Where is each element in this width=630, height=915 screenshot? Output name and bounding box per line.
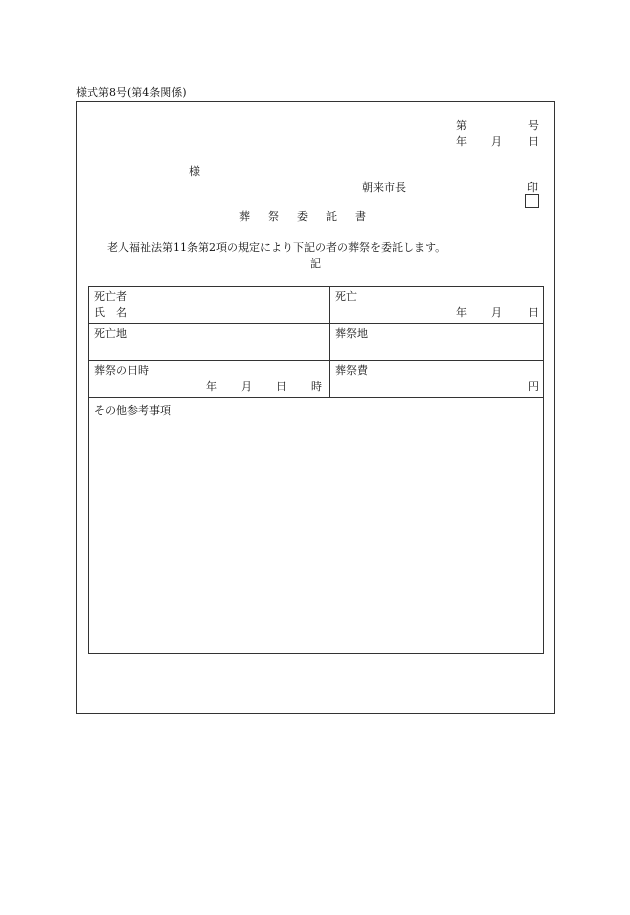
funeral-datetime-label: 葬祭の日時 bbox=[94, 364, 149, 377]
table-column-divider bbox=[329, 287, 330, 397]
remarks-label: その他参考事項 bbox=[94, 404, 171, 417]
document-number-prefix: 第 bbox=[456, 119, 467, 132]
death-label: 死亡 bbox=[335, 290, 357, 303]
funeral-place-label: 葬祭地 bbox=[335, 327, 368, 340]
table-divider bbox=[89, 323, 543, 324]
deceased-label: 死亡者 bbox=[94, 290, 127, 303]
funeral-month-label: 月 bbox=[241, 380, 252, 393]
death-day-label: 日 bbox=[528, 306, 539, 319]
funeral-day-label: 日 bbox=[276, 380, 287, 393]
table-divider bbox=[89, 360, 543, 361]
title-char: 書 bbox=[355, 210, 366, 223]
death-year-label: 年 bbox=[456, 306, 467, 319]
addressee-honorific: 様 bbox=[189, 165, 200, 178]
title-char: 祭 bbox=[268, 210, 279, 223]
document-number-suffix: 号 bbox=[528, 119, 539, 132]
table-divider bbox=[89, 397, 543, 398]
yen-label: 円 bbox=[528, 380, 539, 393]
funeral-hour-label: 時 bbox=[311, 380, 322, 393]
seal-box bbox=[525, 194, 539, 208]
death-place-label: 死亡地 bbox=[94, 327, 127, 340]
date-year-label: 年 bbox=[456, 135, 467, 148]
title-char: 託 bbox=[326, 210, 337, 223]
date-month-label: 月 bbox=[491, 135, 502, 148]
title-char: 委 bbox=[297, 210, 308, 223]
issuer-name: 朝来市長 bbox=[362, 181, 406, 194]
document-title bbox=[239, 210, 366, 223]
seal-label: 印 bbox=[527, 181, 538, 194]
funeral-cost-label: 葬祭費 bbox=[335, 364, 368, 377]
body-statement: 老人福祉法第11条第2項の規定により下記の者の葬祭を委託します。 bbox=[107, 241, 447, 254]
form-number-label: 様式第8号(第4条関係) bbox=[76, 86, 187, 99]
funeral-year-label: 年 bbox=[206, 380, 217, 393]
ki-label: 記 bbox=[310, 257, 321, 270]
date-day-label: 日 bbox=[528, 135, 539, 148]
death-month-label: 月 bbox=[491, 306, 502, 319]
name-label: 氏 名 bbox=[94, 306, 127, 319]
details-table bbox=[88, 286, 544, 654]
title-char: 葬 bbox=[239, 210, 250, 223]
